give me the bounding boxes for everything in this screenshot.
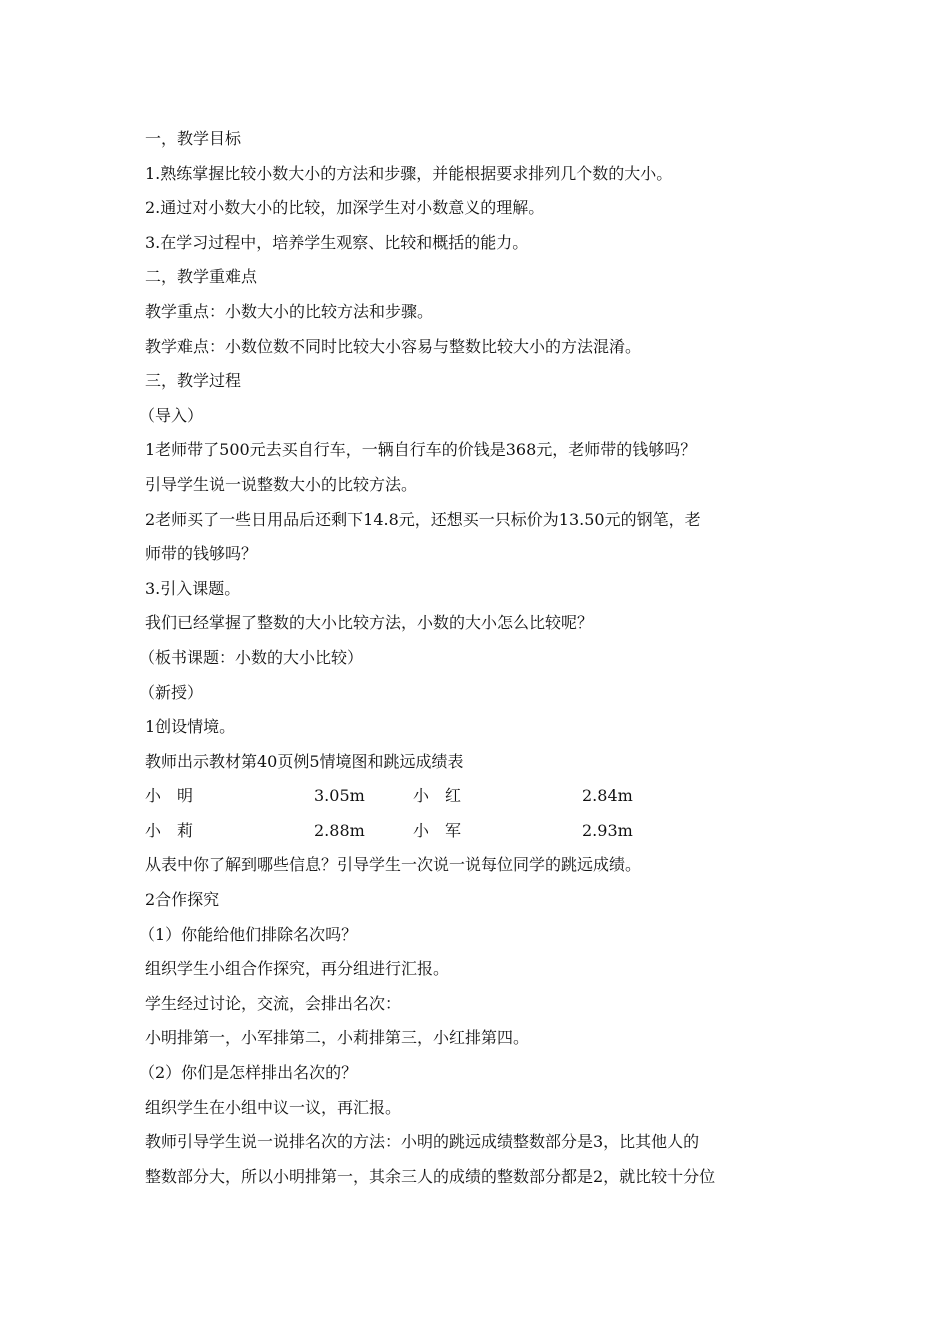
text-line: 小明排第一，小军排第二，小莉排第三，小红排第四。: [145, 1028, 530, 1048]
score-table-row: [145, 814, 815, 849]
section-heading-objectives: 一，教学目标: [145, 129, 242, 148]
text-line: 教学重点：小数大小的比较方法和步骤。: [145, 301, 434, 321]
text-line: 组织学生小组合作探究，再分组进行汇报。: [145, 959, 450, 979]
section-heading-process: 三，教学过程: [145, 371, 242, 391]
text-line: 教师出示教材第40页例5情境图和跳远成绩表: [145, 751, 464, 771]
question-line: （2）你们是怎样排出名次的？: [139, 1063, 358, 1083]
text-line: 组织学生在小组中议一议，再汇报。: [145, 1097, 402, 1117]
text-line: 引导学生说一说整数大小的比较方法。: [145, 474, 418, 494]
text-line: 2老师买了一些日用品后还剩下14.8元，还想买一只标价为13.50元的钢笔，老: [145, 509, 701, 529]
text-line: 2.通过对小数大小的比较，加深学生对小数意义的理解。: [145, 198, 545, 218]
text-line: 整数部分大，所以小明排第一，其余三人的成绩的整数部分都是2，就比较十分位: [145, 1166, 716, 1186]
score-table-row: [145, 779, 815, 814]
student-score: 2.93m: [582, 820, 633, 840]
student-score: 3.05m: [314, 786, 365, 806]
document-page: [139, 122, 815, 1194]
subsection-label: （板书课题：小数的大小比较）: [139, 647, 364, 667]
student-name: 小 莉: [145, 820, 194, 840]
text-line: 从表中你了解到哪些信息？引导学生一次说一说每位同学的跳远成绩。: [145, 855, 642, 875]
subsection-label: （新授）: [139, 682, 204, 702]
text-line: 1老师带了500元去买自行车，一辆自行车的价钱是368元，老师带的钱够吗？: [145, 440, 697, 460]
text-line: 我们已经掌握了整数的大小比较方法，小数的大小怎么比较呢？: [145, 613, 594, 633]
text-line: 1创设情境。: [145, 717, 236, 737]
student-score: 2.88m: [314, 820, 365, 840]
text-line: 3.引入课题。: [145, 578, 241, 598]
text-line: 师带的钱够吗？: [145, 544, 258, 564]
text-line: 3.在学习过程中，培养学生观察、比较和概括的能力。: [145, 232, 529, 252]
text-line: 教学难点：小数位数不同时比较大小容易与整数比较大小的方法混淆。: [145, 336, 642, 356]
text-line: 教师引导学生说一说排名次的方法：小明的跳远成绩整数部分是3，比其他人的: [145, 1132, 700, 1152]
student-score: 2.84m: [582, 786, 633, 806]
text-line: 学生经过讨论，交流，会排出名次：: [145, 993, 402, 1013]
student-name: 小 军: [413, 820, 462, 840]
student-name: 小 明: [145, 786, 194, 806]
section-heading-key-points: 二，教学重难点: [145, 267, 258, 287]
text-line: 2合作探究: [145, 890, 220, 910]
question-line: （1）你能给他们排除名次吗？: [139, 924, 358, 944]
subsection-label: （导入）: [139, 405, 204, 425]
text-line: 1.熟练掌握比较小数大小的方法和步骤，并能根据要求排列几个数的大小。: [145, 163, 673, 183]
student-name: 小 红: [413, 786, 462, 806]
